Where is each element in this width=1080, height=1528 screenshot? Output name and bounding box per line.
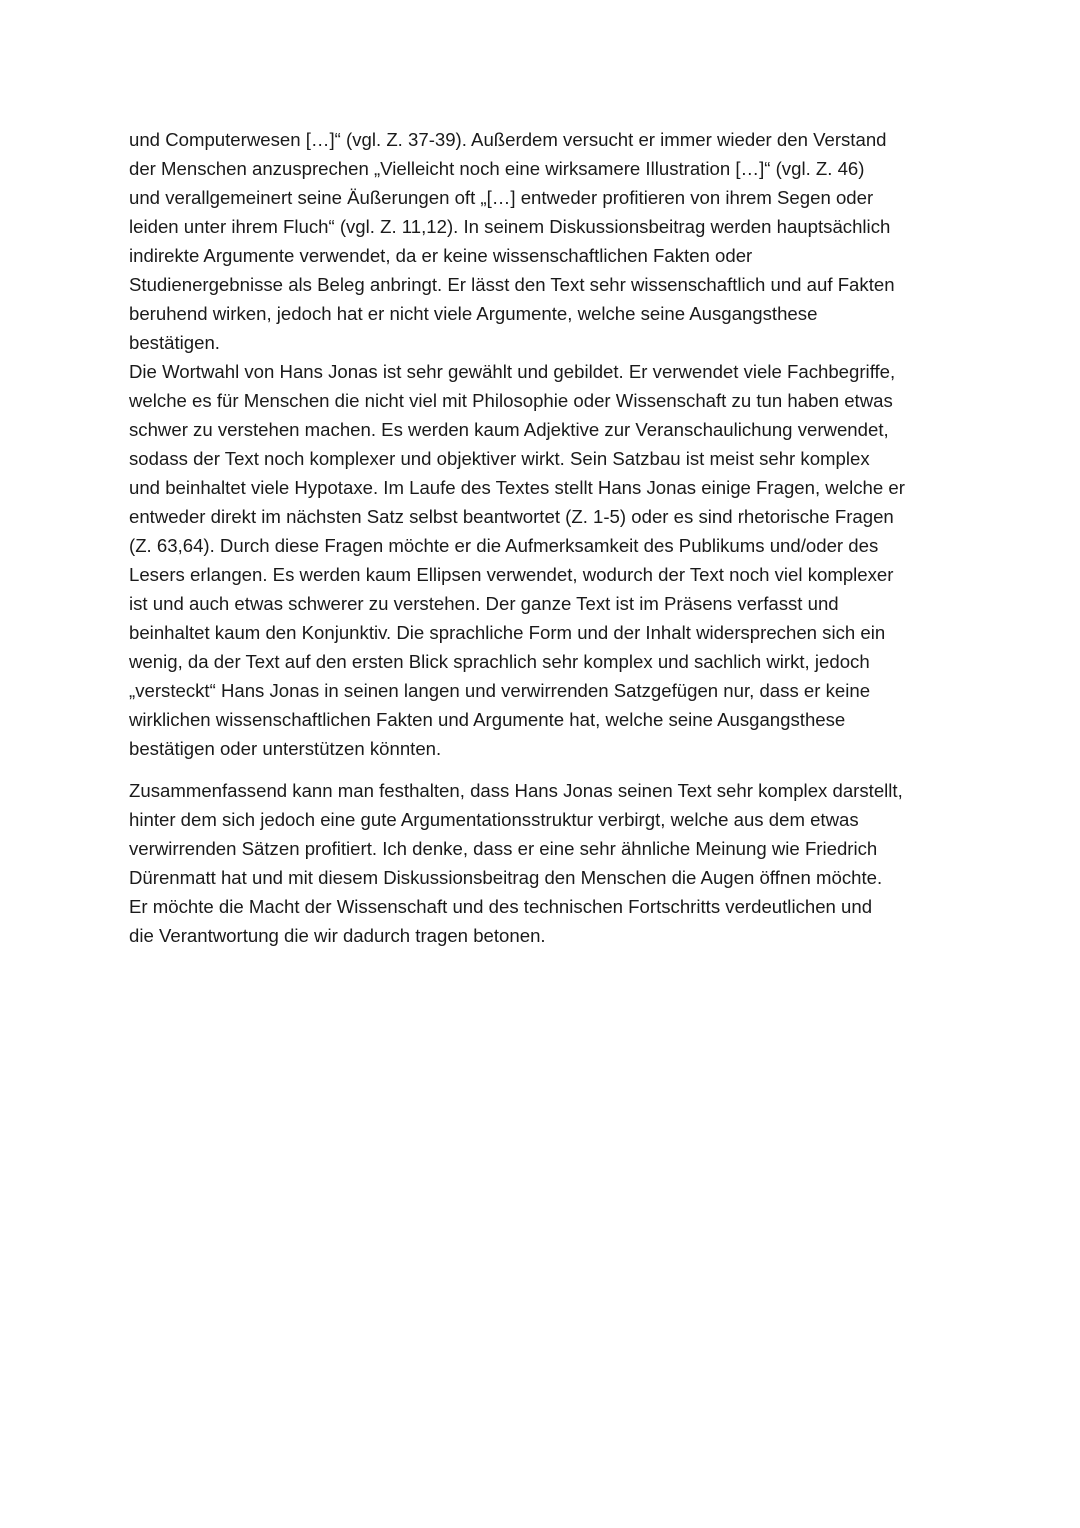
text-line: entweder direkt im nächsten Satz selbst beantwortet (Z. 1-5) oder es sind rhetorische Fragen [129,506,894,527]
text-line: und verallgemeinert seine Äußerungen oft „[…] entweder profitieren von ihrem Segen oder [129,187,874,208]
text-line: Die Wortwahl von Hans Jonas ist sehr gewählt und gebildet. Er verwendet viele Fachbegriffe, [129,361,896,382]
text-line: Zusammenfassend kann man festhalten, dass Hans Jonas seinen Text sehr komplex darstellt, [129,780,903,801]
text-line: beruhend wirken, jedoch hat er nicht viele Argumente, welche seine Ausgangsthese [129,303,818,324]
text-line: wirklichen wissenschaftlichen Fakten und Argumente hat, welche seine Ausgangsthese [129,709,846,730]
text-line: Studienergebnisse als Beleg anbringt. Er lässt den Text sehr wissenschaftlich und auf Fakten [129,274,895,295]
text-line: ist und auch etwas schwerer zu verstehen. Der ganze Text ist im Präsens verfasst und [129,593,839,614]
body-paragraph-conclusion [129,776,959,950]
text-line: „versteckt“ Hans Jonas in seinen langen und verwirrenden Satzgefügen nur, dass er keine [129,680,871,701]
text-line: und Computerwesen […]“ (vgl. Z. 37-39). Außerdem versucht er immer wieder den Verstand [129,129,887,150]
text-line: Dürenmatt hat und mit diesem Diskussionsbeitrag den Menschen die Augen öffnen möchte. [129,867,883,888]
text-line: und beinhaltet viele Hypotaxe. Im Laufe des Textes stellt Hans Jonas einige Fragen, welche er [129,477,905,498]
text-line: Lesers erlangen. Es werden kaum Ellipsen verwendet, wodurch der Text noch viel komplexer [129,564,894,585]
text-line: die Verantwortung die wir dadurch tragen betonen. [129,925,546,946]
text-line: der Menschen anzusprechen „Vielleicht noch eine wirksamere Illustration […]“ (vgl. Z. 46) [129,158,865,179]
text-line: leiden unter ihrem Fluch“ (vgl. Z. 11,12). In seinem Diskussionsbeitrag werden hauptsächlich [129,216,891,237]
text-line: schwer zu verstehen machen. Es werden kaum Adjektive zur Veranschaulichung verwendet, [129,419,889,440]
text-line: sodass der Text noch komplexer und objektiver wirkt. Sein Satzbau ist meist sehr komplex [129,448,870,469]
text-line: wenig, da der Text auf den ersten Blick sprachlich sehr komplex und sachlich wirkt, jedoch [129,651,870,672]
text-line: beinhaltet kaum den Konjunktiv. Die sprachliche Form und der Inhalt widersprechen sich ein [129,622,886,643]
text-line: indirekte Argumente verwendet, da er keine wissenschaftlichen Fakten oder [129,245,753,266]
text-line: welche es für Menschen die nicht viel mit Philosophie oder Wissenschaft zu tun haben etwas [129,390,893,411]
text-line: Er möchte die Macht der Wissenschaft und des technischen Fortschritts verdeutlichen und [129,896,873,917]
text-line: bestätigen oder unterstützen könnten. [129,738,442,759]
text-line: (Z. 63,64). Durch diese Fragen möchte er die Aufmerksamkeit des Publikums und/oder des [129,535,879,556]
text-line: bestätigen. [129,332,220,353]
text-line: hinter dem sich jedoch eine gute Argumentationsstruktur verbirgt, welche aus dem etwas [129,809,859,830]
body-paragraph-analysis [129,125,959,763]
text-line: verwirrenden Sätzen profitiert. Ich denke, dass er eine sehr ähnliche Meinung wie Friedrich [129,838,878,859]
